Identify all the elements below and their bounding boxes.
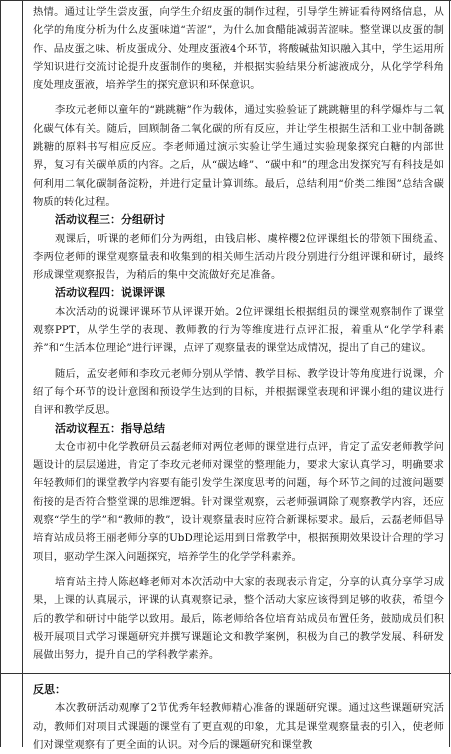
row-separator — [0, 673, 451, 674]
paragraph-preserved-egg: 热情。通过让学生尝皮蛋，向学生介绍皮蛋的制作过程，引导学生辨证看待网络信息，从化学的角度分析为什么皮蛋味道“苦涩”，为什么加食醋能减弱苦涩味。整堂课以皮蛋的制作、品皮蛋之味、析皮蛋成分、处理皮蛋液4个环节，将酸碱盐知识融入其中，学生运用所学知识进行交流讨论提升皮蛋制作的奥秘，并根据实验结果分析滤液成分，从化学学科角度处理皮蛋液，培养学生的探究意识和环保意识。 — [33, 6, 444, 92]
paragraph-expert-review: 太仓市初中化学教研员云磊老师对两位老师的课堂进行点评，肯定了孟安老师教学问题设计的层层递进，肯定了李玫元老师对课堂的整理能力，要求大家认真学习，明确要求年轻教师们的课堂教学内容要有能引发学生深度思考的问题，每个环节之间的过渡问题要衔接的是否符合整堂课的思维逻辑。针对课堂观察，云老师强调除了观察教学内容，还应观察“学生的学”和“教师的教”，设计观察量表时应符合新课标要求。最后，云磊老师倡导培育站成员将王丽老师分享的UbD理论运用到日常教学中，根据预期效果设计合理的学习项目，驱动学生深入问题探究，培养学生的化学学科素养。 — [33, 440, 444, 563]
right-border — [449, 1, 450, 747]
heading-agenda-5: 活动议程五：指导总结 — [55, 421, 165, 435]
paragraph-group-discussion: 观课后，听课的老师们分为两组，由钱启彬、虞梓樱2位评课组长的带领下围绕孟、李两位老师的课堂观察量表和收集到的相关师生活动片段分别进行分组评课和研讨，最终形成课堂观察报告，为稍后的集中交流做好充足准备。 — [33, 232, 444, 282]
paragraph-host-summary: 培育站主持人陈赵峰老师对本次活动中大家的表现表示肯定，分享的认真分享学习成果，上课的认真展示，评课的认真观察记录，整个活动大家应该得到足够的收获，希望今后的教学和研讨中能学以致用。最后，陈老师给各位培育站成员布置任务，鼓励成员们积极开展项目式学习课题研究并撰写课题论文和教学案例，积极为自己的教学发展、科研发展做出努力，提升自己的学科教学素养。 — [33, 575, 444, 662]
heading-agenda-4: 活动议程四：说课评课 — [55, 286, 165, 300]
paragraph-lesson-review: 本次活动的说课评课环节从评课开始。2位评课组长根据组员的课堂观察制作了课堂观察PPT，从学生学的表现、教师教的行为等维度进行点评汇报，着重从“化学学科素养”和“生活本位理论”进行评课，点评了观察量表的课堂达成情况，提出了自己的建议。 — [33, 305, 444, 355]
heading-reflection: 反思： — [33, 683, 66, 696]
paragraph-reflection: 本次教研活动观摩了2节优秀年轻教师精心准备的课题研究课。通过这些课题研究活动，教师们对项目式课题的课堂有了更直观的印象，尤其是课堂观察量表的引入，使老师们对课堂观察有了更全面的认识。对今后的课题研究和课堂教 — [33, 702, 444, 751]
reflection-section — [33, 681, 444, 754]
activity-content — [33, 3, 444, 664]
paragraph-popping-candy: 李玫元老师以童年的“跳跳糖”作为载体，通过实验验证了跳跳糖里的科学爆炸与二氧化碳气体有关。随后，回顾制备二氧化碳的所有反应，并让学生根据生活和工业中制备跳跳糖的原料书写相应反应。李老师通过演示实验让学生通过实验现象探究白糖的内部世界，复习有关碳单质的内容。之后，从“碳达峰”、“碳中和”的理念出发探究写有科技是如何利用二氧化碳制备淀粉，并进行定量计算训练。最后，总结利用“价类二维图”总结含碳物质的转化过程。 — [33, 104, 444, 208]
left-column — [0, 1, 23, 747]
paragraph-self-reflection: 随后，孟安老师和李玫元老师分别从学情、教学目标、教学设计等角度进行说课，介绍了每个环节的设计意图和预设学生达到的目标，并根据课堂表现和评课小组的建议进行自评和教学反思。 — [33, 367, 444, 417]
heading-agenda-3: 活动议程三：分组研讨 — [55, 213, 165, 227]
